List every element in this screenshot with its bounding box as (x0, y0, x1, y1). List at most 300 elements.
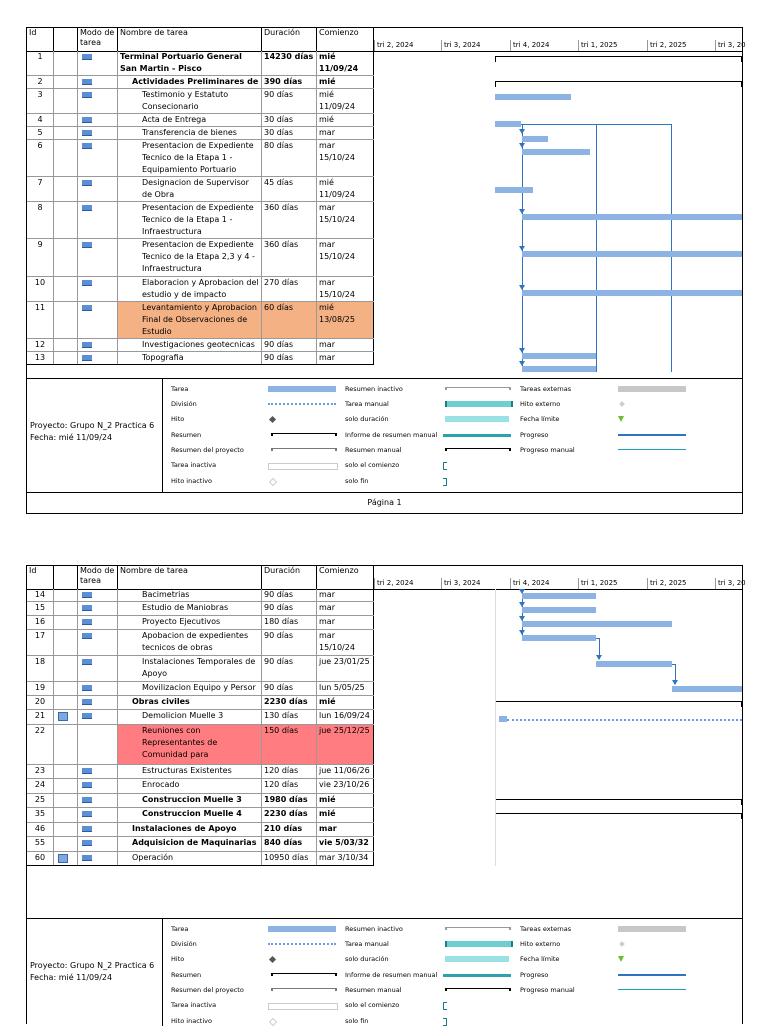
row-info (54, 808, 78, 822)
table-header (27, 28, 746, 52)
table-row[interactable] (27, 89, 374, 114)
header-name[interactable]: Nombre de tarea (118, 28, 262, 51)
row-info (54, 589, 78, 601)
row-name[interactable]: Investigaciones geotecnicas (118, 339, 262, 351)
gantt-chart (374, 51, 742, 377)
row-id: 13 (27, 352, 54, 364)
row-name[interactable]: Demolicion Muelle 3 (118, 710, 262, 724)
row-info (54, 725, 78, 764)
legend-label: solo el comienzo (345, 461, 400, 469)
row-start[interactable]: mié (317, 76, 374, 88)
legend-swatch (271, 448, 337, 451)
summary-bar[interactable] (495, 813, 742, 814)
row-info (54, 51, 78, 75)
table-row[interactable] (27, 51, 374, 76)
row-name[interactable]: Presentacion de Expediente Tecnico de la Etapa 1 - Infraestructura (118, 202, 262, 238)
task-bar[interactable] (495, 121, 521, 127)
row-duration[interactable]: 840 días (262, 837, 317, 851)
project-name: Proyecto: Grupo N_2 Practica 6 (30, 421, 155, 430)
legend-swatch (445, 387, 511, 390)
row-duration[interactable]: 45 días (262, 177, 317, 201)
row-info (54, 140, 78, 176)
row-id: 8 (27, 202, 54, 238)
row-duration[interactable]: 90 días (262, 352, 317, 364)
legend-label: Fecha límite (520, 955, 560, 963)
legend-swatch (443, 434, 511, 437)
task-bar[interactable] (522, 353, 596, 359)
row-id: 11 (27, 302, 54, 338)
legend-label: Informe de resumen manual (345, 431, 438, 439)
row-start[interactable]: vie 5/03/32 (317, 837, 374, 851)
row-duration[interactable]: 360 días (262, 202, 317, 238)
row-mode (78, 602, 118, 615)
table-row[interactable] (27, 277, 374, 302)
manual-task-icon (82, 685, 92, 691)
legend-swatch (271, 433, 337, 436)
quarter-label: tri 1, 2025 (578, 578, 618, 589)
row-mode (78, 682, 118, 695)
row-duration[interactable]: 90 días (262, 339, 317, 351)
summary-bar[interactable] (495, 81, 742, 82)
task-bar[interactable] (495, 187, 533, 193)
task-bar[interactable] (522, 607, 596, 613)
row-mode (78, 76, 118, 88)
row-name[interactable]: Bacimetrias (118, 589, 262, 601)
row-info (54, 852, 78, 865)
task-bar[interactable] (522, 214, 742, 220)
table-row[interactable] (27, 779, 374, 794)
task-bar[interactable] (495, 94, 571, 100)
row-start[interactable]: mar (317, 127, 374, 139)
row-name[interactable]: Designacion de Supervisor de Obra (118, 177, 262, 201)
task-bar[interactable] (672, 686, 742, 692)
finish-only-icon (443, 478, 447, 486)
row-info (54, 114, 78, 126)
table-row[interactable] (27, 114, 374, 127)
quarter-label: tri 3, 2024 (441, 40, 481, 51)
row-name[interactable]: Instalaciones Temporales de Apoyo (118, 656, 262, 681)
row-duration[interactable]: 2230 días (262, 808, 317, 822)
table-header (27, 566, 746, 590)
row-name[interactable]: Testimonio y Estatuto Consecionario (118, 89, 262, 113)
row-info (54, 779, 78, 793)
row-start[interactable]: jue 23/01/25 (317, 656, 374, 681)
header-start[interactable]: Comienzo (317, 28, 374, 51)
project-name: Proyecto: Grupo N_2 Practica 6 (30, 961, 155, 970)
table-row[interactable] (27, 630, 374, 656)
legend-swatch (618, 434, 686, 436)
row-info (54, 239, 78, 276)
legend-swatch (443, 974, 511, 977)
legend-swatch (618, 449, 686, 450)
row-start[interactable]: mar (317, 616, 374, 629)
row-id: 24 (27, 779, 54, 793)
row-mode (78, 616, 118, 629)
legend-label: Informe de resumen manual (345, 971, 438, 979)
row-id: 23 (27, 765, 54, 778)
gantt-page-1 (26, 27, 746, 514)
row-start[interactable]: mar 15/10/24 (317, 202, 374, 238)
row-info (54, 177, 78, 201)
legend-swatch (618, 974, 686, 976)
legend-swatch (268, 1003, 338, 1010)
table-row[interactable] (27, 589, 374, 602)
row-start[interactable]: jue 25/12/25 (317, 725, 374, 764)
milestone-icon (269, 956, 276, 963)
row-duration[interactable]: 80 días (262, 140, 317, 176)
manual-task-icon (82, 826, 92, 832)
row-name[interactable]: Obras civiles (118, 696, 262, 709)
row-mode (78, 710, 118, 724)
header-duration[interactable]: Duración (262, 566, 317, 589)
row-mode (78, 277, 118, 301)
row-start[interactable]: mar (317, 339, 374, 351)
gantt-chart (374, 589, 742, 879)
header-duration[interactable]: Duración (262, 28, 317, 51)
legend-divider (162, 919, 163, 1026)
table-row[interactable] (27, 682, 374, 696)
manual-task-icon (82, 855, 92, 861)
milestone-icon (269, 416, 276, 423)
row-duration[interactable]: 1980 días (262, 794, 317, 807)
task-bar[interactable] (522, 593, 596, 599)
row-start[interactable]: mié 11/09/24 (317, 177, 374, 201)
row-info (54, 710, 78, 724)
legend-label: División (171, 400, 197, 408)
row-duration[interactable]: 180 días (262, 616, 317, 629)
manual-task-icon (82, 811, 92, 817)
quarter-label: tri 2, 2024 (374, 40, 414, 51)
row-start[interactable]: mar (317, 823, 374, 836)
row-name[interactable]: Movilizacion Equipo y Persor (118, 682, 262, 695)
table-row[interactable] (27, 837, 374, 852)
row-id: 55 (27, 837, 54, 851)
row-id: 25 (27, 794, 54, 807)
row-mode (78, 239, 118, 276)
task-bar[interactable] (522, 149, 590, 155)
row-info (54, 616, 78, 629)
legend-label: solo fin (345, 1017, 369, 1025)
row-duration[interactable]: 130 días (262, 710, 317, 724)
legend-label: Progreso (520, 971, 549, 979)
legend-swatch (445, 927, 511, 930)
row-info (54, 202, 78, 238)
header-id[interactable]: Id (27, 566, 54, 589)
row-duration[interactable]: 90 días (262, 656, 317, 681)
row-info (54, 682, 78, 695)
row-name[interactable]: Enrocado (118, 779, 262, 793)
legend-label: Resumen inactivo (345, 385, 403, 393)
quarter-label: tri 3, 20 (715, 578, 746, 589)
quarter-label: tri 3, 20 (715, 40, 746, 51)
table-row[interactable] (27, 177, 374, 202)
table-row[interactable] (27, 339, 374, 352)
legend-label: solo duración (345, 955, 389, 963)
table-row[interactable] (27, 852, 374, 866)
manual-task-icon (82, 633, 92, 639)
row-id: 14 (27, 589, 54, 601)
arrow-icon (519, 143, 525, 148)
legend-swatch (268, 463, 338, 470)
arrow-icon (596, 655, 602, 660)
row-mode (78, 725, 118, 764)
row-mode (78, 656, 118, 681)
manual-task-icon (82, 605, 92, 611)
row-start[interactable]: mar (317, 589, 374, 601)
legend-swatch (618, 926, 686, 932)
row-duration[interactable]: 30 días (262, 127, 317, 139)
row-duration[interactable]: 90 días (262, 89, 317, 113)
row-id: 19 (27, 682, 54, 695)
row-mode (78, 114, 118, 126)
table-row[interactable] (27, 696, 374, 710)
header-mode[interactable]: Modo de tarea (78, 566, 118, 589)
row-start[interactable]: mié 13/08/25 (317, 302, 374, 338)
header-id[interactable]: Id (27, 28, 54, 51)
row-duration[interactable]: 2230 días (262, 696, 317, 709)
row-duration[interactable]: 10950 días (262, 852, 317, 865)
manual-task-icon (82, 619, 92, 625)
legend-label: Hito inactivo (171, 477, 212, 485)
legend-swatch (445, 401, 513, 407)
legend-label: solo el comienzo (345, 1001, 400, 1009)
row-duration[interactable]: 30 días (262, 114, 317, 126)
manual-task-icon (82, 143, 92, 149)
row-start[interactable]: mié (317, 696, 374, 709)
row-name[interactable]: Instalaciones de Apoyo (118, 823, 262, 836)
row-name[interactable]: Presentacion de Expediente Tecnico de la Etapa 1 - Equipamiento Portuario (118, 140, 262, 176)
quarter-label: tri 2, 2024 (374, 578, 414, 589)
legend-swatch (268, 926, 336, 932)
legend-swatch (271, 973, 337, 976)
header-info[interactable] (54, 566, 78, 589)
row-info (54, 352, 78, 364)
row-mode (78, 352, 118, 364)
table-row[interactable] (27, 710, 374, 725)
row-mode (78, 823, 118, 836)
row-duration[interactable]: 360 días (262, 239, 317, 276)
legend-swatch (445, 416, 509, 422)
row-name[interactable]: Presentacion de Expediente Tecnico de la Etapa 2,3 y 4 - Infraestructura (118, 239, 262, 276)
manual-task-icon (82, 659, 92, 665)
table-row[interactable] (27, 302, 374, 339)
row-name[interactable]: Adquisicion de Maquinarias (118, 837, 262, 851)
row-duration[interactable]: 90 días (262, 682, 317, 695)
legend-label: Tarea (171, 925, 189, 933)
row-start[interactable]: lun 16/09/24 (317, 710, 374, 724)
row-name[interactable]: Acta de Entrega (118, 114, 262, 126)
task-bar[interactable] (596, 661, 672, 667)
header-start[interactable]: Comienzo (317, 566, 374, 589)
legend-label: Resumen del proyecto (171, 446, 244, 454)
manual-task-icon (82, 342, 92, 348)
row-duration[interactable]: 90 días (262, 630, 317, 655)
row-start[interactable]: mar 15/10/24 (317, 630, 374, 655)
legend-label: Hito externo (520, 940, 561, 948)
row-start[interactable]: mié 11/09/24 (317, 51, 374, 75)
finish-only-icon (443, 1018, 447, 1026)
table-row[interactable] (27, 725, 374, 765)
row-start[interactable]: mié (317, 794, 374, 807)
row-name[interactable]: Transferencia de bienes (118, 127, 262, 139)
row-start[interactable]: mié (317, 114, 374, 126)
row-info (54, 127, 78, 139)
milestone-inactive-icon (269, 478, 277, 486)
row-duration[interactable]: 150 días (262, 725, 317, 764)
table-row[interactable] (27, 76, 374, 89)
task-bar[interactable] (522, 290, 742, 296)
legend-label: División (171, 940, 197, 948)
manual-task-icon (82, 355, 92, 361)
row-info (54, 765, 78, 778)
quarter-label: tri 1, 2025 (578, 40, 618, 51)
legend-swatch (618, 386, 686, 392)
manual-task-icon (82, 797, 92, 803)
legend-label: solo duración (345, 415, 389, 423)
task-bar[interactable] (499, 716, 507, 722)
task-bar[interactable] (522, 366, 596, 372)
row-mode (78, 794, 118, 807)
summary-bar[interactable] (495, 56, 742, 57)
legend-label: Progreso manual (520, 986, 575, 994)
row-name[interactable]: Estructuras Existentes (118, 765, 262, 778)
row-name[interactable]: Elaboracion y Aprobacion del estudio y de impacto (118, 277, 262, 301)
row-start[interactable]: mié 11/09/24 (317, 89, 374, 113)
manual-task-icon (82, 130, 92, 136)
legend-label: Hito (171, 955, 185, 963)
row-start[interactable]: mar 15/10/24 (317, 239, 374, 276)
arrow-icon (519, 129, 525, 134)
manual-task-icon (82, 305, 92, 311)
gantt-page-2 (26, 565, 746, 1025)
table-row[interactable] (27, 794, 374, 808)
row-mode (78, 696, 118, 709)
row-name[interactable]: Proyecto Ejecutivos (118, 616, 262, 629)
task-bar[interactable] (522, 621, 672, 627)
start-only-icon (443, 1002, 447, 1010)
table-row[interactable] (27, 602, 374, 616)
quarter-label: tri 4, 2024 (510, 578, 550, 589)
manual-task-icon (82, 79, 92, 85)
legend-swatch (618, 989, 686, 990)
row-id: 3 (27, 89, 54, 113)
row-duration[interactable]: 90 días (262, 602, 317, 615)
row-start[interactable]: mar 15/10/24 (317, 277, 374, 301)
row-name[interactable]: Actividades Preliminares de (118, 76, 262, 88)
task-bar[interactable] (522, 251, 742, 257)
row-id: 5 (27, 127, 54, 139)
legend-label: Hito (171, 415, 185, 423)
row-duration[interactable]: 120 días (262, 765, 317, 778)
summary-bar[interactable] (495, 799, 742, 800)
row-start[interactable]: lun 5/05/25 (317, 682, 374, 695)
legend-label: Tareas externas (520, 385, 572, 393)
task-bar[interactable] (522, 136, 548, 142)
row-start[interactable]: vie 23/10/26 (317, 779, 374, 793)
row-info (54, 89, 78, 113)
row-info (54, 823, 78, 836)
table-row[interactable] (27, 656, 374, 682)
project-date: Fecha: mié 11/09/24 (30, 973, 113, 982)
task-bar[interactable] (522, 635, 596, 641)
row-name[interactable]: Topografia (118, 352, 262, 364)
row-duration[interactable]: 210 días (262, 823, 317, 836)
row-start[interactable]: mar (317, 352, 374, 364)
row-start[interactable]: mar 15/10/24 (317, 140, 374, 176)
table-row[interactable] (27, 202, 374, 239)
split-bar[interactable] (507, 719, 742, 724)
row-start[interactable]: mar (317, 602, 374, 615)
row-name[interactable]: Operación (118, 852, 262, 865)
legend-label: Resumen (171, 431, 202, 439)
row-id: 7 (27, 177, 54, 201)
row-mode (78, 808, 118, 822)
row-duration[interactable]: 60 días (262, 302, 317, 338)
row-info (54, 794, 78, 807)
table-row[interactable] (27, 808, 374, 823)
manual-task-icon (82, 92, 92, 98)
row-id: 22 (27, 725, 54, 764)
row-id: 6 (27, 140, 54, 176)
header-mode[interactable]: Modo de tarea (78, 28, 118, 51)
calendar-icon (58, 854, 68, 863)
legend (27, 378, 742, 493)
row-mode (78, 51, 118, 75)
row-start[interactable]: mié (317, 808, 374, 822)
legend-label: Tarea inactiva (171, 1001, 217, 1009)
table-row[interactable] (27, 140, 374, 177)
row-name[interactable]: Construccion Muelle 3 (118, 794, 262, 807)
row-name-highlighted[interactable]: Levantamiento y Aprobacion Final de Observaciones de Estudio (118, 302, 262, 338)
row-name[interactable]: Terminal Portuario General San Martin - Pisco (118, 51, 262, 75)
table-row[interactable] (27, 823, 374, 837)
row-duration[interactable]: 270 días (262, 277, 317, 301)
summary-bar[interactable] (495, 701, 742, 702)
header-info[interactable] (54, 28, 78, 51)
row-info (54, 302, 78, 338)
table-row[interactable] (27, 127, 374, 140)
row-start[interactable]: jue 11/06/26 (317, 765, 374, 778)
row-duration[interactable]: 14230 días (262, 51, 317, 75)
legend-label: Tarea (171, 385, 189, 393)
legend-swatch (268, 943, 336, 947)
manual-task-icon (82, 280, 92, 286)
table-row[interactable] (27, 765, 374, 779)
row-duration[interactable]: 120 días (262, 779, 317, 793)
row-duration[interactable]: 90 días (262, 589, 317, 601)
row-id: 18 (27, 656, 54, 681)
header-name[interactable]: Nombre de tarea (118, 566, 262, 589)
legend (27, 918, 742, 1026)
table-row[interactable] (27, 239, 374, 277)
quarter-label: tri 4, 2024 (510, 40, 550, 51)
row-name[interactable]: Apobacion de expedientes tecnicos de obras (118, 630, 262, 655)
row-name[interactable]: Construccion Muelle 4 (118, 808, 262, 822)
legend-swatch (445, 448, 511, 451)
row-name[interactable]: Estudio de Maniobras (118, 602, 262, 615)
table-row[interactable] (27, 616, 374, 630)
row-name-highlighted[interactable]: Reuniones con Representantes de Comunidad para (118, 725, 262, 764)
legend-label: Progreso manual (520, 446, 575, 454)
row-mode (78, 852, 118, 865)
row-start[interactable]: mar 3/10/34 (317, 852, 374, 865)
project-start-line (495, 589, 496, 866)
legend-swatch (271, 988, 337, 991)
table-row[interactable] (27, 352, 374, 365)
row-duration[interactable]: 390 días (262, 76, 317, 88)
legend-label: Resumen manual (345, 986, 402, 994)
row-id: 46 (27, 823, 54, 836)
